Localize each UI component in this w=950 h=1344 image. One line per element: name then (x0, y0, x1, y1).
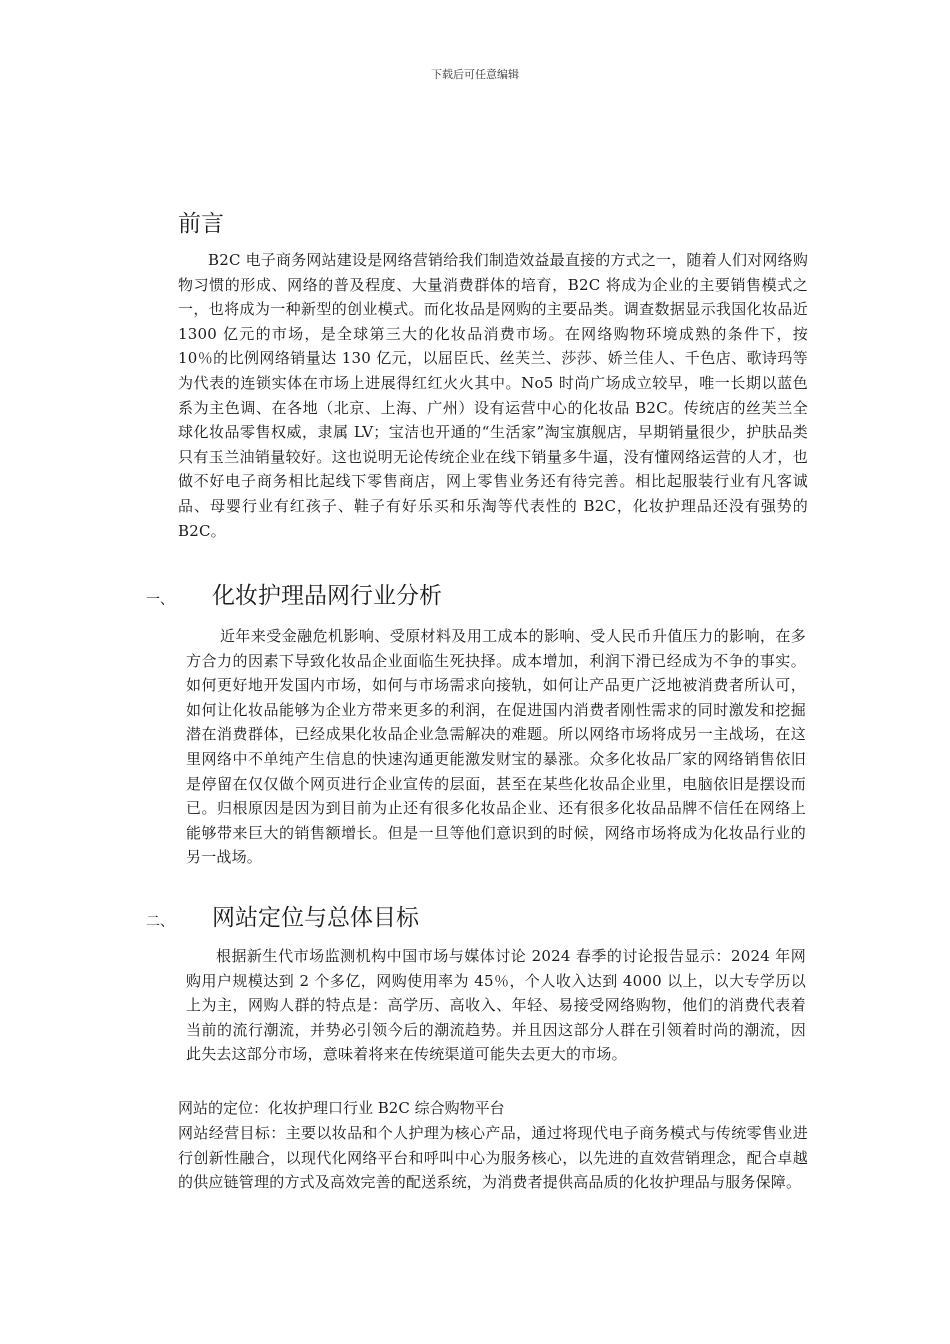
section-2-paragraph: 根据新生代市场监测机构中国市场与媒体讨论 2024 春季的讨论报告显示：2024 年网购用户规模达到 2 个多亿，网购使用率为 45％，个人收入达到 4000 以上，以大专学历以上为主，网购人群的特点是：高学历、高收入、年轻、易接受网络购物，他们的消费代表着当前的流行潮流，并势必引领今后的潮流趋势。并且因这部分人群在引领着时尚的潮流，因此失去这部分市场，意味着将来在传统渠道可能失去更大的市场。 (186, 947, 806, 1064)
section-1-title: 化妆护理品网行业分析 (212, 583, 442, 609)
site-positioning: 网站的定位：化妆护理口行业 B2C 综合购物平台 (178, 1099, 505, 1117)
section-1-number: 一、 (146, 592, 174, 608)
section-2-title: 网站定位与总体目标 (212, 905, 419, 931)
preface-paragraph: B2C 电子商务网站建设是网络营销给我们制造效益最直接的方式之一，随着人们对网络购物习惯的形成、网络的普及程度、大量消费群体的培育，B2C 将成为企业的主要销售模式之一，也将成为一种新型的创业模式。而化妆品是网购的主要品类。调查数据显示我国化妆品近 1300 亿元的市场，是全球第三大的化妆品消费市场。在网络购物环境成熟的条件下，按 10％的比例网络销量达 130 亿元，以屈臣氏、丝芙兰、莎莎、娇兰佳人、千色店、歌诗玛等为代表的连锁实体在市场上进展得红红火火其中。No5 时尚广场成立较早，唯一长期以蓝色系为主色调、在各地（北京、上海、广州）设有运营中心的化妆品 B2C。传统店的丝芙兰全球化妆品零售权威，隶属 LV；宝洁也开通的“生活家”淘宝旗舰店，早期销量很少，护肤品类只有玉兰油销量较好。这也说明无论传统企业在线下销量多牛逼，没有懂网络运营的人才，也做不好电子商务相比起线下零售商店，网上零售业务还有待完善。相比起服装行业有凡客诚品、母婴行业有红孩子、鞋子有好乐买和乐淘等代表性的 B2C，化妆护理品还没有强势的 B2C。 (178, 251, 809, 540)
section-2-number: 二、 (146, 914, 174, 930)
header-note: 下载后可任意编辑 (431, 68, 519, 81)
section-1-paragraph: 近年来受金融危机影响、受原材料及用工成本的影响、受人民币升值压力的影响，在多方合力的因素下导致化妆品企业面临生死抉择。成本增加，利润下滑已经成为不争的事实。如何更好地开发国内市场，如何与市场需求向接轨，如何让产品更广泛地被消费者所认可，如何让化妆品能够为企业方带来更多的利润，在促进国内消费者刚性需求的同时激发和挖掘潜在消费群体，已经成果化妆品企业急需解决的难题。所以网络市场将成另一主战场，在这里网络中不单纯产生信息的快速沟通更能激发财宝的暴涨。众多化妆品厂家的网络销售依旧是停留在仅仅做个网页进行企业宣传的层面，甚至在某些化妆品企业里，电脑依旧是摆设而已。归根原因是因为到目前为止还有很多化妆品企业、还有很多化妆品品牌不信任在网络上能够带来巨大的销售额增长。但是一旦等他们意识到的时候，网络市场将成为化妆品行业的另一战场。 (186, 627, 806, 867)
preface-title: 前言 (178, 211, 224, 237)
site-business-goal: 网站经营目标：主要以妆品和个人护理为核心产品，通过将现代电子商务模式与传统零售业进行创新性融合，以现代化网络平台和呼叫中心为服务核心，以先进的直效营销理念，配合卓越的供应链管理的方式及高效完善的配送系统，为消费者提供高品质的化妆护理品与服务保障。 (178, 1124, 808, 1192)
